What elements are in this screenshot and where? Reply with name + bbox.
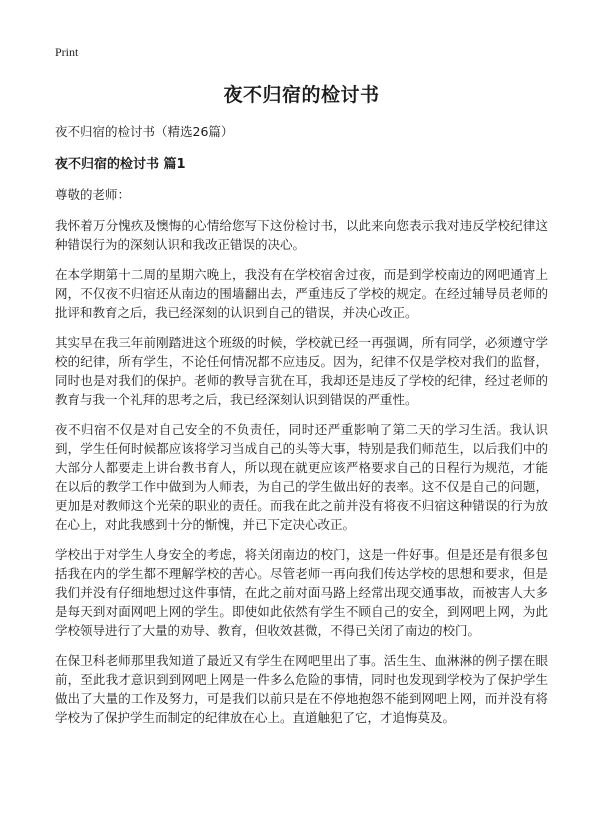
body-paragraph-3: 其实早在我三年前刚踏进这个班级的时候，学校就已经一再强调，所有同学，必须遵守学校的纪律，所有学生，不论任何情况都不应违反。因为，纪律不仅是学校对我们的监督，同时也是对我们的保护。老师的教导言犹在耳，我却还是违反了学校的纪律，经过老师的教育与我一个礼拜的思考之后，我已经深刻认识到错误的严重性。 [55,335,548,407]
document-subtitle: 夜不归宿的检讨书（精选26篇） [55,124,234,139]
body-paragraph-5: 学校出于对学生人身安全的考虑，将关闭南边的校门，这是一件好事。但是还是有很多包括我在内的学生都不理解学校的苦心。尽管老师一再向我们传达学校的思想和要求，但是我们并没有仔细地想过这件事情，在此之前对面马路上经常出现交通事故，而被害人大多是每天到对面网吧上网的学生。即使如此依然有学生不顾自己的安全，到网吧上网，为此学校领导进行了大量的劝导、教育，但收效甚微，不得已关闭了南边的校门。 [55,547,548,638]
body-paragraph-1: 我怀着万分愧疚及懊悔的心情给您写下这份检讨书，以此来向您表示我对违反学校纪律这种错误行为的深刻认识和我改正错误的决心。 [55,218,548,252]
print-link[interactable]: Print [55,45,79,59]
body-paragraph-4: 夜不归宿不仅是对自己安全的不负责任，同时还严重影响了第二天的学习生活。我认识到，学生任何时候都应该将学习当成自己的头等大事，特别是我们师范生，以后我们中的大部分人都要走上讲台教书育人，所以现在就更应该严格要求自己的日程行为规范，才能在以后的教学工作中做到为人师表，为自己的学生做出好的表率。这不仅是自己的问题，更加是对教师这个光荣的职业的责任。而我在此之前并没有将夜不归宿这种错误的行为放在心上，对此我感到十分的惭愧，并已下定决心改正。 [55,422,548,532]
section-heading: 夜不归宿的检讨书 篇1 [55,157,186,172]
body-paragraph-6: 在保卫科老师那里我知道了最近又有学生在网吧里出了事。活生生、血淋淋的例子摆在眼前，至此我才意识到到网吧上网是一件多么危险的事情，同时也发现到学校为了保护学生做出了大量的工作及努力，可是我们以前只是在不停地抱怨不能到网吧上网，而并没有将学校为了保护学生而制定的纪律放在心上。直道触犯了它，才追悔莫及。 [55,653,548,725]
page-title: 夜不归宿的检讨书 [223,84,380,106]
body-paragraph-2: 在本学期第十二周的星期六晚上，我没有在学校宿舍过夜，而是到学校南边的网吧通宵上网，不仅夜不归宿还从南边的围墙翻出去，严重违反了学校的规定。在经过辅导员老师的批评和教育之后，我已经深刻的认识到自己的错误，并决心改正。 [55,267,548,320]
letter-greeting: 尊敬的老师： [55,187,131,202]
letter-body [55,216,548,727]
